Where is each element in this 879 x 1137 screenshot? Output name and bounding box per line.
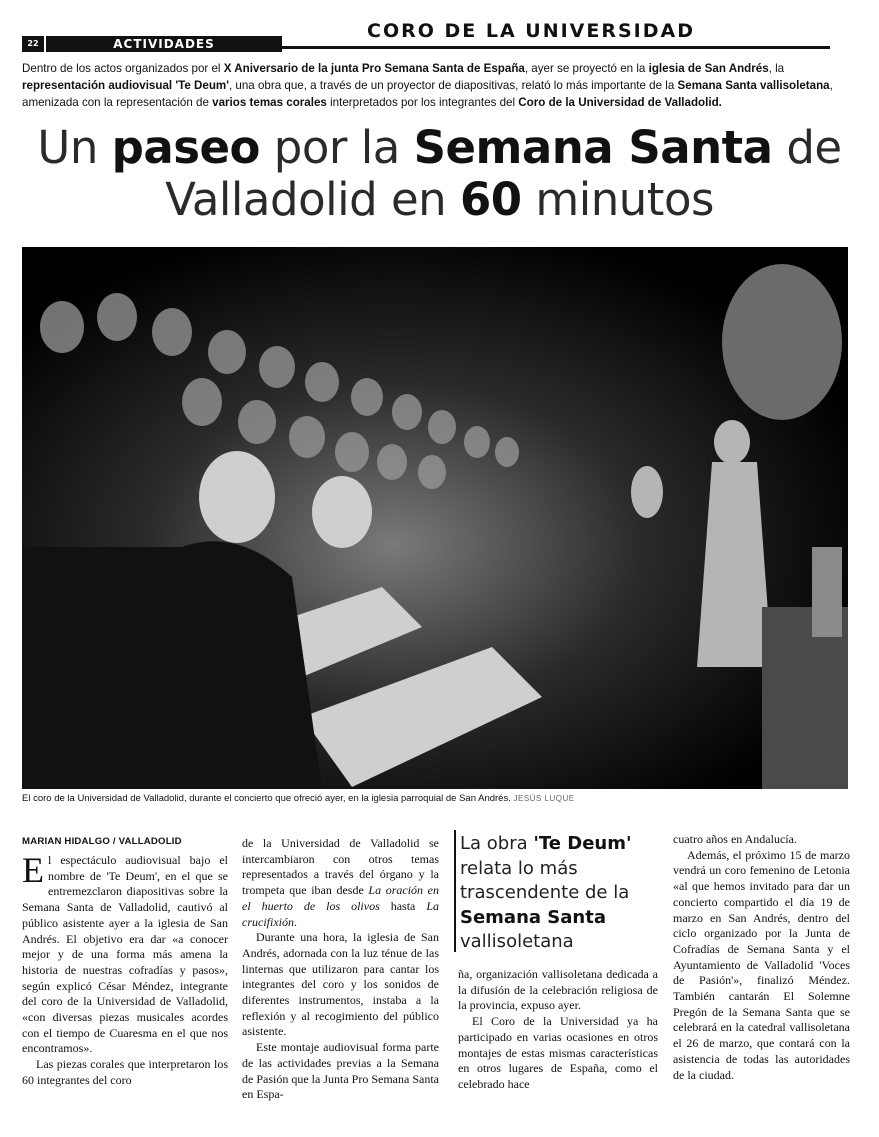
lead-paragraph: Dentro de los actos organizados por el X Aniversario de la junta Pro Semana Santa de España, ayer se proyectó en la iglesia de San Andrés, la representación audiovisual 'Te Deum', una obra que, a través de un proyector de diapositivas, relató lo más importante de la Semana Santa vallisoletana, amenizada con la representación de varios temas corales interpretados por los integrantes del Coro de la Universidad de Valladolid. [22,62,833,109]
photo-caption: El coro de la Universidad de Valladolid, durante el concierto que ofreció ayer, en la iglesia parroquial de San Andrés. JESÚS LUQUE [22,793,575,804]
article-paragraph: Este montaje audiovisual forma parte de las actividades previas a la Semana de Pasión que la Junta Pro Semana Santa en Espa- [242,1040,439,1102]
article-column-2 [242,836,439,1103]
page-number: 22 [22,36,44,52]
article-column-4 [673,832,850,1083]
section-title: CORO DE LA UNIVERSIDAD [367,20,695,42]
section-label: ACTIVIDADES [46,36,282,52]
article-paragraph: El espectáculo audiovisual bajo el nombre de 'Te Deum', en el que se entremezclaron diapositivas sobre la Semana Santa de Valladolid, cautivó al público asistente ayer a la iglesia de San Andrés. El objetivo era dar «a conocer mejor y de una forma más amena la historia de nuestras cofradías y pasos», según explicó César Méndez, integrante del coro de la Universidad de Valladolid, «con diversas piezas musicales acordes con el tiempo de Cuaresma en el que nos encontramos». [22,850,228,1056]
pull-quote-rule [454,830,456,952]
article-paragraph: ña, organización vallisoletana dedicada a la difusión de la celebración religiosa de la provincia, expuso ayer. [458,967,658,1013]
article-paragraph: de la Universidad de Valladolid se intercambiaron con otros temas representados a través del órgano y la trompeta que iban desde La oración en el huerto de los olivos hasta La crucifixión. [242,836,439,929]
article-paragraph: Además, el próximo 15 de marzo vendrá un coro femenino de Letonia «al que hemos invitado para dar un concierto compartido el día 19 de marzo en San Andrés, dentro del ciclo organizado por la Junta de Cofradías de Semana Santa y el Ayuntamiento de Valladolid 'Voces de Pasión'», finalizó Méndez. También cantarán El Solemne Pregón de la Semana Santa que se celebrará en la catedral vallisoletana el 26 de marzo, que contará con la asistencia de todas las autoridades de la ciudad. [673,847,850,1082]
choir-photo-illustration [22,247,848,789]
pull-quote-text: La obra 'Te Deum' relata lo más trascendente de la Semana Santa vallisoletana [460,833,632,952]
headline: Un paseo por la Semana Santa de Valladolid en 60 minutos [37,121,842,226]
article-column-3 [458,967,658,1093]
drop-cap: E [22,850,44,890]
article-paragraph: Las piezas corales que interpretaron los 60 integrantes del coro [22,1057,228,1087]
section-rule [282,46,830,49]
photo-credit: JESÚS LUQUE [513,794,575,803]
article-paragraph: Durante una hora, la iglesia de San Andrés, adornada con la luz ténue de las linternas que utilizaron para cantar los integrantes del coro y los sonidos de diferentes instrumentos, instaba a la reflexión y al recogimiento del público asistente. [242,930,439,1039]
choir-photo [22,247,848,789]
article-paragraph: El Coro de la Universidad ya ha participado en varias ocasiones en otros montajes de estas mismas características en otros lugares de España, como el celebrado hace [458,1014,658,1091]
article-paragraph: cuatro años en Andalucía. [673,832,797,846]
byline: MARIAN HIDALGO / VALLADOLID [22,836,182,847]
article-column-1 [22,836,228,1089]
